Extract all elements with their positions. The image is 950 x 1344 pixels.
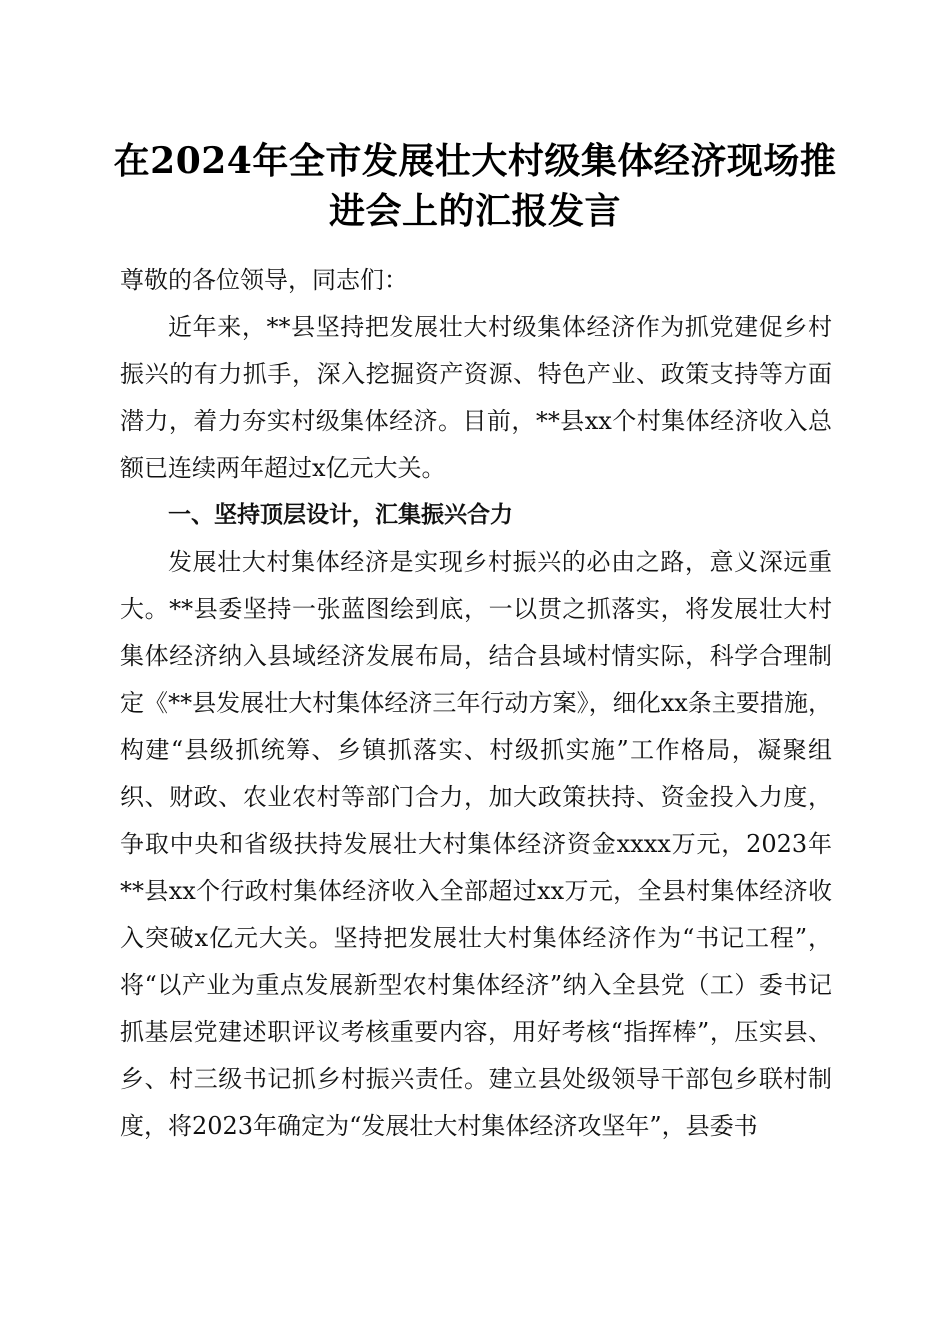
- title-line-1: 在2024年全市发展壮大村级集体经济现场推: [113, 140, 837, 182]
- document-body: [120, 257, 832, 1150]
- section-1-paragraph: 发展壮大村集体经济是实现乡村振兴的必由之路，意义深远重大。**县委坚持一张蓝图绘到底，一以贯之抓落实，将发展壮大村集体经济纳入县域经济发展布局，结合县域村情实际，科学合理制定《**县发展壮大村集体经济三年行动方案》，细化xx条主要措施，构建“县级抓统筹、乡镇抓落实、村级抓实施”工作格局，凝聚组织、财政、农业农村等部门合力，加大政策扶持、资金投入力度，争取中央和省级扶持发展壮大村集体经济资金xxxx万元，2023年**县xx个行政村集体经济收入全部超过xx万元，全县村集体经济收入突破x亿元大关。坚持把发展壮大村集体经济作为“书记工程”，将“以产业为重点发展新型农村集体经济”纳入全县党（工）委书记抓基层党建述职评议考核重要内容，用好考核“指挥棒”，压实县、乡、村三级书记抓乡村振兴责任。建立县处级领导干部包乡联村制度，将2023年确定为“发展壮大村集体经济攻坚年”，县委书: [120, 548, 832, 1140]
- title-line-2: 进会上的汇报发言: [328, 190, 621, 232]
- salutation: 尊敬的各位领导，同志们：: [120, 266, 408, 294]
- intro-paragraph: 近年来，**县坚持把发展壮大村级集体经济作为抓党建促乡村振兴的有力抓手，深入挖掘资产资源、特色产业、政策支持等方面潜力，着力夯实村级集体经济。目前，**县xx个村集体经济收入总额已连续两年超过x亿元大关。: [120, 313, 832, 482]
- document-title: [110, 136, 840, 236]
- section-heading-1: 一、坚持顶层设计，汇集振兴合力: [168, 502, 513, 528]
